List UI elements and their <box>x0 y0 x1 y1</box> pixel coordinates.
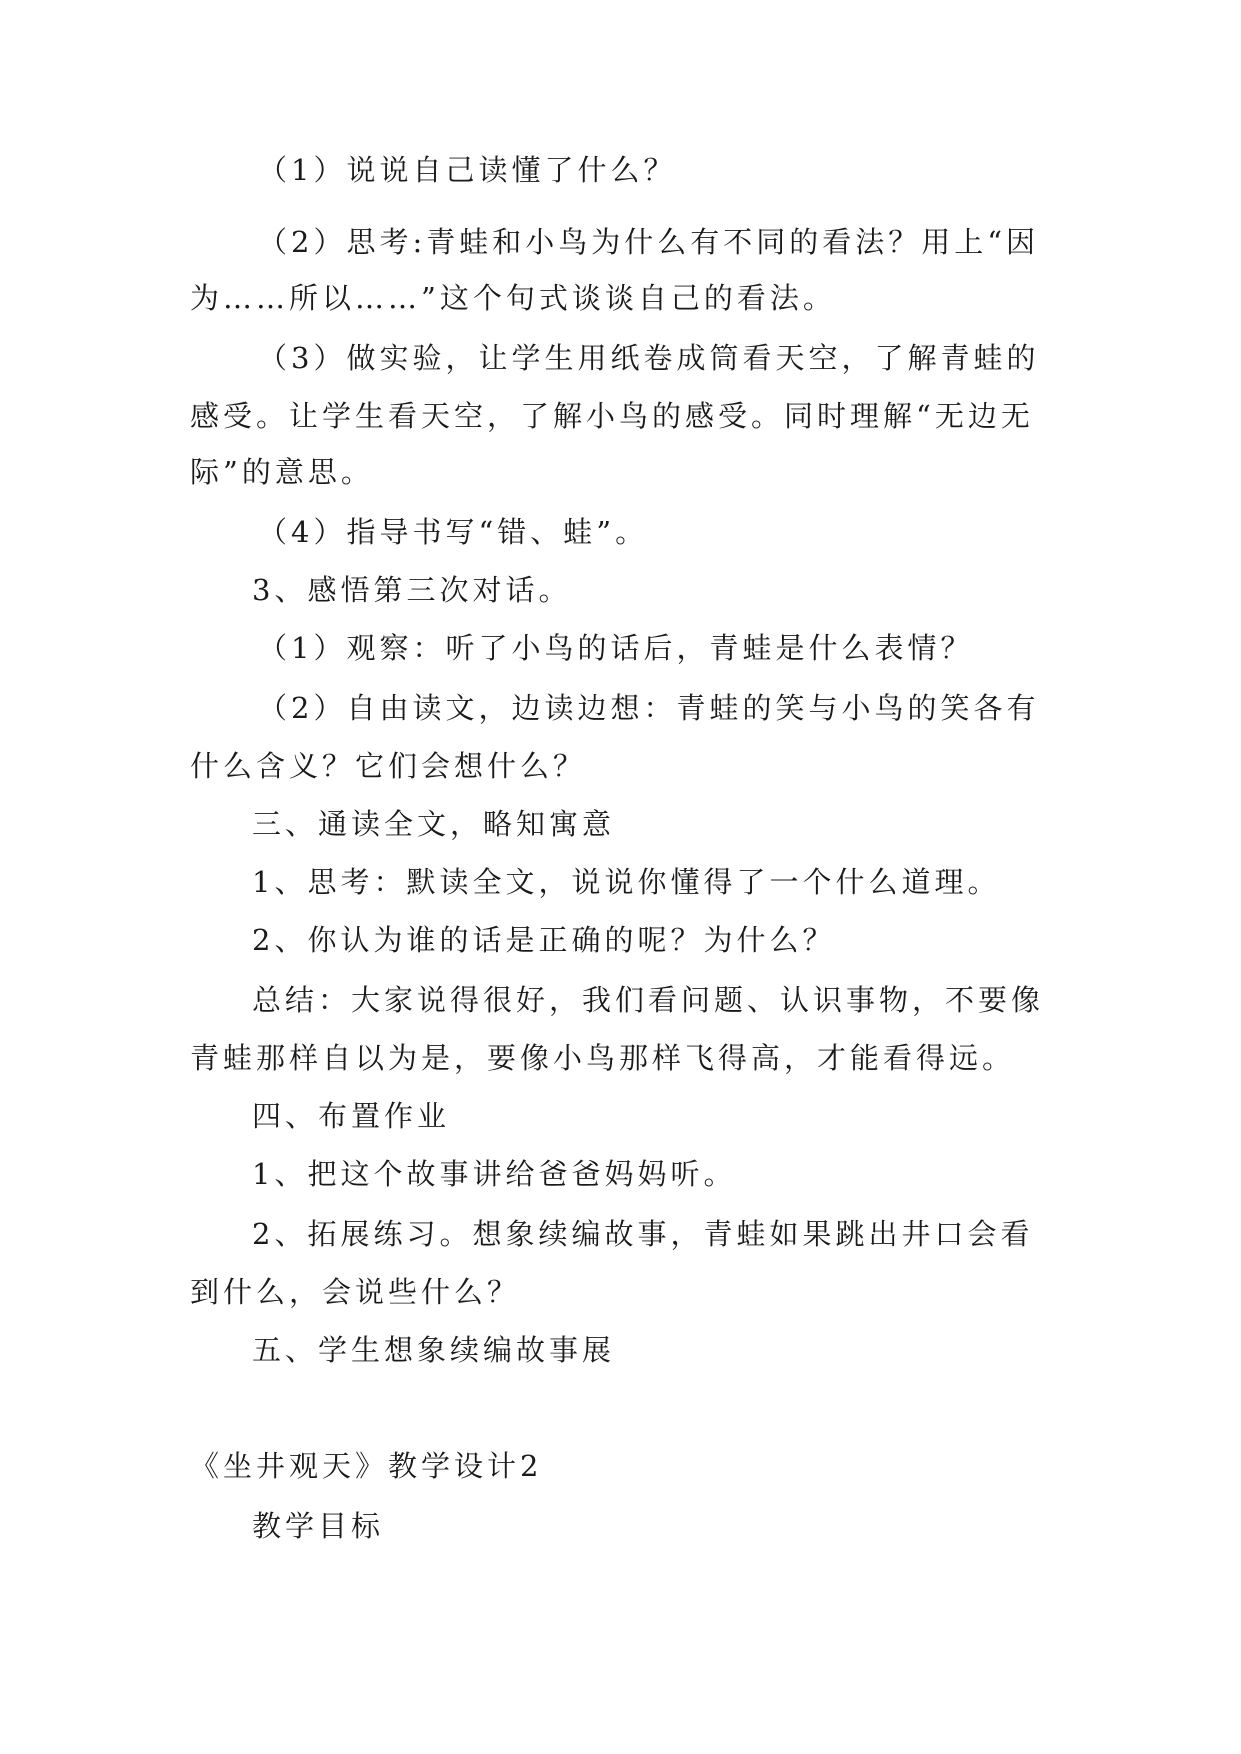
paragraph-line: 3、感悟第三次对话。 <box>252 573 572 607</box>
paragraph-line: （3）做实验，让学生用纸卷成筒看天空，了解青蛙的 <box>258 341 1040 375</box>
section-heading: 四、布置作业 <box>252 1099 451 1133</box>
paragraph-line: 感受。让学生看天空，了解小鸟的感受。同时理解“无边无 <box>190 399 1034 433</box>
paragraph-line: 2、拓展练习。想象续编故事，青蛙如果跳出井口会看 <box>252 1217 1034 1251</box>
paragraph-line: 到什么，会说些什么？ <box>190 1275 521 1309</box>
paragraph-line: 为……所以……”这个句式谈谈自己的看法。 <box>190 281 836 315</box>
paragraph-line: （2）思考:青蛙和小鸟为什么有不同的看法？用上“因 <box>258 225 1040 259</box>
paragraph-line: （2）自由读文，边读边想：青蛙的笑与小鸟的笑各有 <box>258 691 1040 725</box>
section-heading: 三、通读全文，略知寓意 <box>252 807 616 841</box>
paragraph-line: 际”的意思。 <box>190 455 374 489</box>
section-heading: 教学目标 <box>252 1509 385 1543</box>
paragraph-line: 2、你认为谁的话是正确的呢？为什么？ <box>252 923 836 957</box>
paragraph-line: 青蛙那样自以为是，要像小鸟那样飞得高，才能看得远。 <box>190 1041 1016 1075</box>
paragraph-line: （1）观察：听了小鸟的话后，青蛙是什么表情？ <box>258 631 974 665</box>
paragraph-line: （4）指导书写“错、蛙”。 <box>258 515 649 549</box>
paragraph-line: 1、思考：默读全文，说说你懂得了一个什么道理。 <box>252 865 1001 899</box>
paragraph-line: 什么含义？它们会想什么？ <box>190 749 587 783</box>
paragraph-line: （1）说说自己读懂了什么？ <box>258 153 677 187</box>
section-heading: 五、学生想象续编故事展 <box>252 1333 616 1367</box>
paragraph-line: 总结：大家说得很好，我们看问题、认识事物，不要像 <box>252 983 1045 1017</box>
paragraph-line: 1、把这个故事讲给爸爸妈妈听。 <box>252 1157 737 1191</box>
document-title: 《坐井观天》教学设计2 <box>190 1449 543 1483</box>
